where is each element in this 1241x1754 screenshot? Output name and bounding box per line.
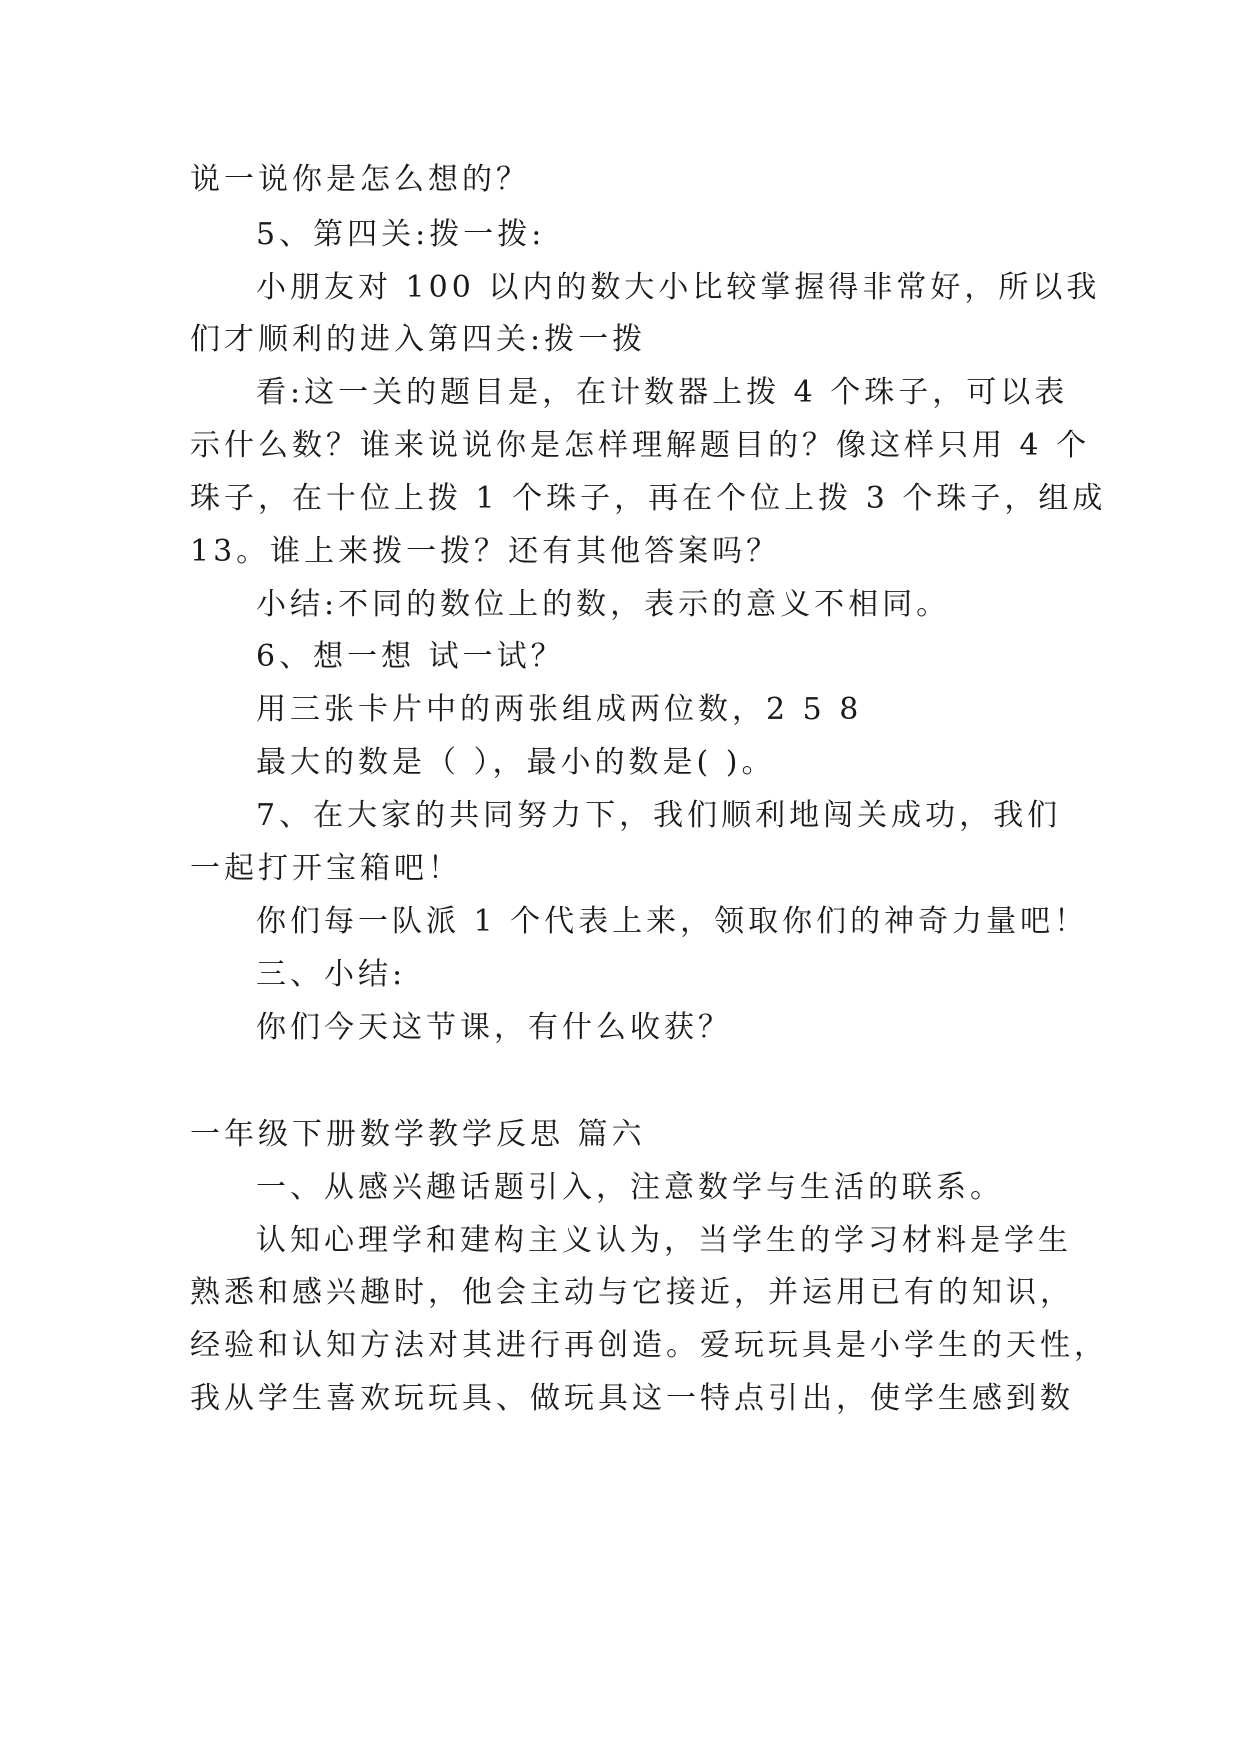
text-line: 珠子，在十位上拨 1 个珠子，再在个位上拨 3 个珠子，组成: [190, 481, 1107, 516]
text-line: 小朋友对 100 以内的数大小比较掌握得非常好，所以我: [256, 270, 1101, 305]
text-line: 三、小结:: [256, 957, 407, 992]
text-line: 你们每一队派 1 个代表上来，领取你们的神奇力量吧！: [256, 904, 1089, 939]
section-heading: 一年级下册数学教学反思 篇六: [190, 1117, 646, 1152]
text-line: 你们今天这节课，有什么收获？: [256, 1010, 732, 1045]
text-line: 用三张卡片中的两张组成两位数，2 5 8: [256, 692, 863, 727]
text-line: 13。谁上来拨一拨？还有其他答案吗？: [190, 534, 781, 569]
text-line: 一、从感兴趣话题引入，注意数学与生活的联系。: [256, 1170, 1004, 1205]
text-line: 看:这一关的题目是，在计数器上拨 4 个珠子，可以表: [256, 375, 1069, 410]
text-line: 7、在大家的共同努力下，我们顺利地闯关成功，我们: [256, 798, 1062, 833]
text-line: 经验和认知方法对其进行再创造。爱玩玩具是小学生的天性，: [190, 1328, 1108, 1363]
text-line: 5、第四关:拨一拨:: [256, 217, 546, 252]
text-line: 熟悉和感兴趣时，他会主动与它接近，并运用已有的知识，: [190, 1275, 1074, 1310]
text-line: 6、想一想 试一试？: [256, 639, 565, 674]
text-line: 示什么数？谁来说说你是怎样理解题目的？像这样只用 4 个: [190, 428, 1091, 463]
text-line: 们才顺利的进入第四关:拨一拨: [190, 322, 647, 357]
text-line: 说一说你是怎么想的？: [190, 162, 530, 197]
text-line: 认知心理学和建构主义认为，当学生的学习材料是学生: [256, 1223, 1072, 1258]
text-line: 最大的数是（ ），最小的数是( )。: [256, 745, 776, 780]
text-line: 一起打开宝箱吧！: [190, 851, 462, 886]
text-line: 我从学生喜欢玩玩具、做玩具这一特点引出，使学生感到数: [190, 1381, 1074, 1416]
text-line: 小结:不同的数位上的数，表示的意义不相同。: [256, 587, 951, 622]
